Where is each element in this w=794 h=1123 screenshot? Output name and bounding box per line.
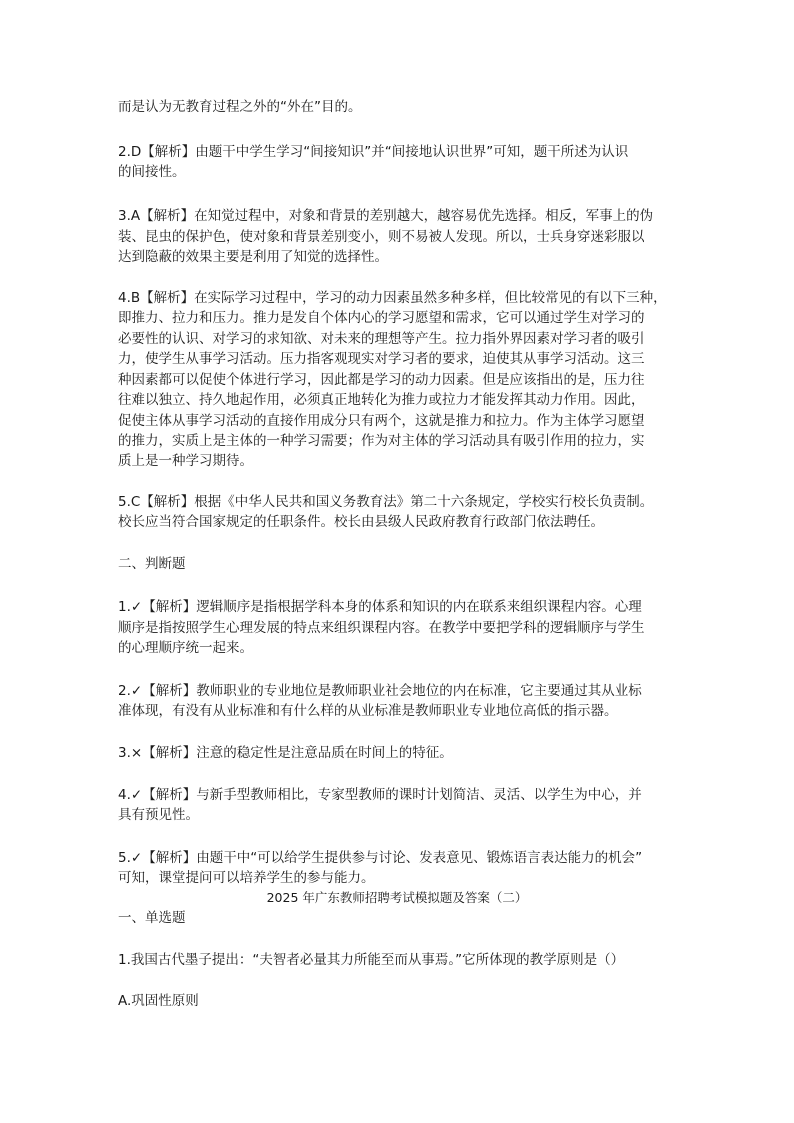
text-line: 3.×【解析】注意的稳定性是注意品质在时间上的特征。 (118, 745, 453, 761)
text-line: 而是认为无教育过程之外的“外在”目的。 (118, 99, 362, 115)
text-line: 校长应当符合国家规定的任职条件。校长由县级人民政府教育行政部门依法聘任。 (118, 514, 604, 530)
text-line: 具有预见性。 (118, 807, 199, 823)
text-line: 1.✓【解析】逻辑顺序是指根据学科本身的体系和知识的内在联系来组织课程内容。心理 (118, 599, 642, 615)
text-line: 促使主体从事学习活动的直接作用成分只有两个，这就是推力和拉力。作为主体学习愿望 (118, 413, 645, 429)
text-line: 必要性的认识、对学习的求知欲、对未来的理想等产生。拉力指外界因素对学习者的吸引 (118, 331, 645, 347)
question-text: 1.我国古代墨子提出：“夫智者必量其力所能至而从事焉。”它所体现的教学原则是（） (118, 952, 625, 968)
section-heading: 一、单选题 (118, 910, 186, 926)
text-line: 3.A【解析】在知觉过程中，对象和背景的差别越大，越容易优先选择。相反，军事上的伪 (118, 208, 654, 224)
text-line: 4.✓【解析】与新手型教师相比，专家型教师的课时计划简洁、灵活、以学生为中心，并 (118, 787, 642, 803)
text-line: 的推力，实质上是主体的一种学习需要；作为对主体的学习活动具有吸引作用的拉力，实 (118, 433, 645, 449)
text-line: 4.B【解析】在实际学习过程中，学习的动力因素虽然多种多样，但比较常见的有以下三种， (118, 290, 667, 306)
text-line: 5.✓【解析】由题干中“可以给学生提供参与讨论、发表意见、锻炼语言表达能力的机会” (118, 850, 643, 866)
text-line: 2.D【解析】由题干中学生学习“间接知识”并“间接地认识世界”可知，题干所述为认识 (118, 144, 629, 160)
answer-option: A.巩固性原则 (118, 993, 199, 1009)
text-line: 装、昆虫的保护色，使对象和背景差别变小，则不易被人发现。所以，士兵身穿迷彩服以 (118, 229, 645, 245)
text-line: 5.C【解析】根据《中华人民共和国义务教育法》第二十六条规定，学校实行校长负责制。 (118, 494, 654, 510)
text-line: 的心理顺序统一起来。 (118, 640, 253, 656)
text-line: 达到隐蔽的效果主要是利用了知觉的选择性。 (118, 249, 388, 265)
text-line: 顺序是指按照学生心理发展的特点来组织课程内容。在教学中要把学科的逻辑顺序与学生 (118, 620, 645, 636)
text-line: 往难以独立、持久地起作用，必须真正地转化为推力或拉力才能发挥其动力作用。因此， (118, 392, 645, 408)
text-line: 的间接性。 (118, 164, 186, 180)
text-line: 力，使学生从事学习活动。压力指客观现实对学习者的要求，迫使其从事学习活动。这三 (118, 351, 645, 367)
text-line: 可知，课堂提问可以培养学生的参与能力。 (118, 870, 375, 886)
section-heading: 二、判断题 (118, 556, 186, 572)
document-title: 2025 年广东教师招聘考试模拟题及答案（二） (266, 890, 528, 905)
text-line: 即推力、拉力和压力。推力是发自个体内心的学习愿望和需求，它可以通过学生对学习的 (118, 310, 645, 326)
text-line: 2.✓【解析】教师职业的专业地位是教师职业社会地位的内在标准，它主要通过其从业标 (118, 683, 642, 699)
text-line: 种因素都可以促使个体进行学习，因此都是学习的动力因素。但是应该指出的是，压力往 (118, 372, 645, 388)
text-line: 准体现，有没有从业标准和有什么样的从业标准是教师职业专业地位高低的指示器。 (118, 703, 618, 719)
text-line: 质上是一种学习期待。 (118, 453, 253, 469)
